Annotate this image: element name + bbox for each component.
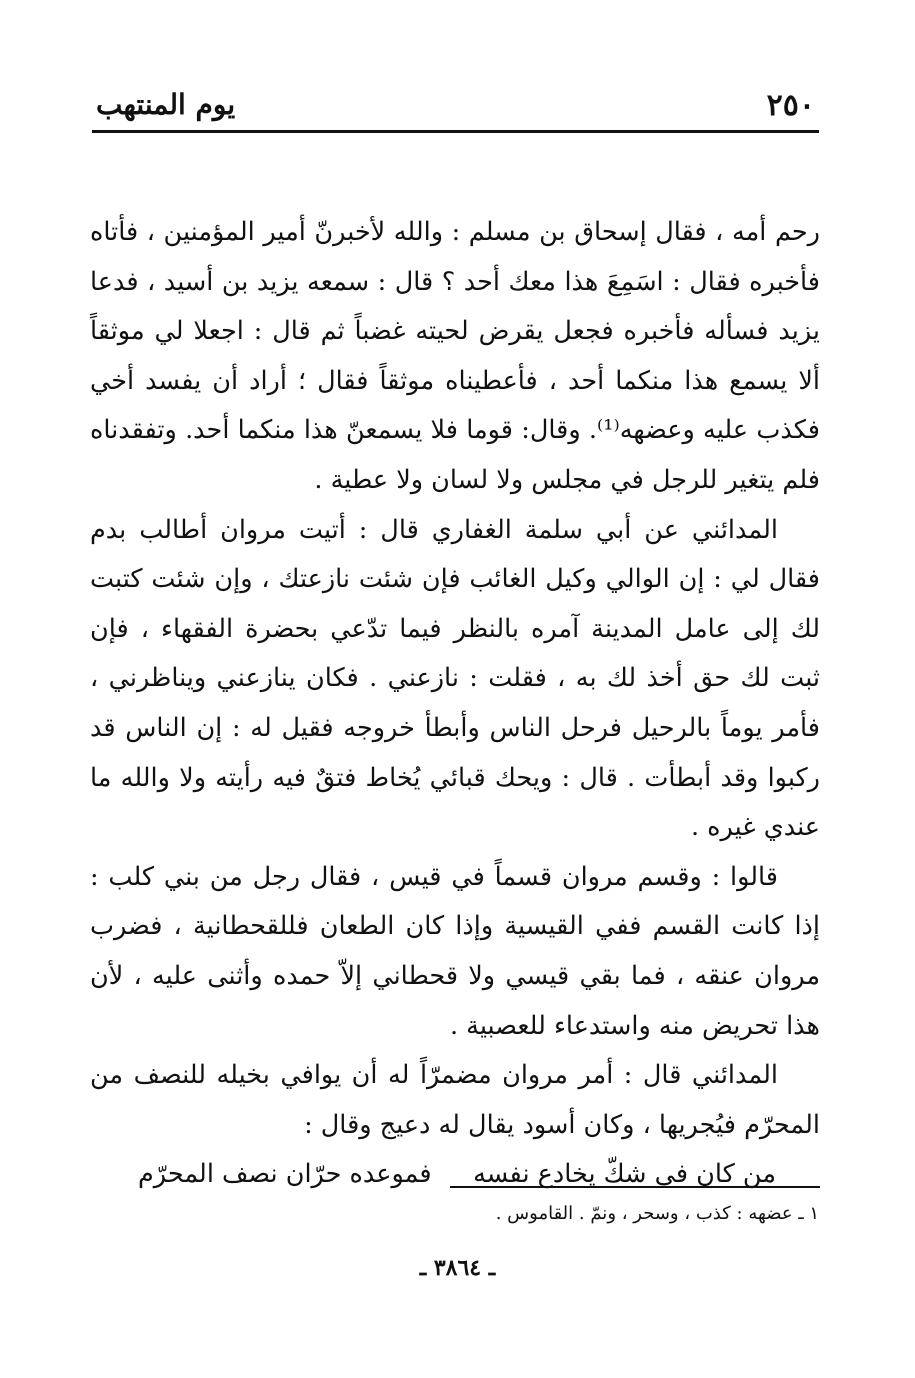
book-title: يوم المنتهب xyxy=(96,88,236,121)
poem-first-hemistich: من كان في شكّ يخادع نفسه xyxy=(473,1159,776,1190)
paragraph: المدائني عن أبي سلمة الغفاري قال : أتيت مروان أطالب بدم فقال لي : إن الوالي وكيل الغائب فإن شئت نازعتك ، وإن شئت كتبت لك إلى عامل المدينة آمره بالنظر فيما تدّعي بحضرة الفقهاء ، فإن ثبت لك حق أخذ لك به ، فقلت : نازعني . فكان ينازعني ويناظرني ، فأمر يوماً بالرحيل فرحل الناس وأبطأ خروجه فقيل له : إن الناس قد ركبوا وقد أبطأت . قال : ويحك قبائي يُخاط فتقٌ فيه رأيته ولا والله ما عندي غيره . xyxy=(90,514,820,843)
page-number: ٢٥٠ xyxy=(766,88,815,123)
main-text xyxy=(90,208,820,1200)
paragraph: رحم أمه ، فقال إسحاق بن مسلم : والله لأخبرنّ أمير المؤمنين ، فأتاه فأخبره فقال : اسَمِعَ هذا معك أحد ؟ قال : سمعه يزيد بن أسيد ، فدعا يزيد فسأله فأخبره فجعل يقرض لحيته غضباً ثم قال : اجعلا لي موثقاً ألا يسمع هذا منكما أحد ، فأعطيناه موثقاً فقال ؛ أراد أن يفسد أخي فكذب عليه وعضهه⁽¹⁾. وقال: قوما فلا يسمعنّ هذا منكما أحد. وتفقدناه فلم يتغير للرجل في مجلس ولا لسان ولا عطية . xyxy=(90,217,820,495)
footnote-divider xyxy=(450,1186,820,1188)
paragraph: المدائني قال : أمر مروان مضمرّاً له أن يوافي بخيله للنصف من المحرّم فيُجريها ، وكان أسود يقال له دعيج وقال : xyxy=(90,1060,820,1140)
paragraph: قالوا : وقسم مروان قسماً في قيس ، فقال رجل من بني كلب : إذا كانت القسم ففي القيسية وإذا كان الطعان فللقحطانية ، فضرب مروان عنقه ، فما بقي قيسي ولا قحطاني إلاّ حمده وأثنى عليه ، لأن هذا تحريض منه واستدعاء للعصبية . xyxy=(90,861,820,1041)
footnote: ١ ـ عضهه : كذب ، وسحر ، ونمّ . القاموس . xyxy=(495,1203,819,1224)
folio-number: ـ ٣٨٦٤ ـ xyxy=(419,1255,496,1281)
running-header xyxy=(92,82,819,133)
poem-verse xyxy=(90,1150,820,1200)
poem-second-hemistich: فموعده حرّان نصف المحرّم xyxy=(138,1159,432,1190)
